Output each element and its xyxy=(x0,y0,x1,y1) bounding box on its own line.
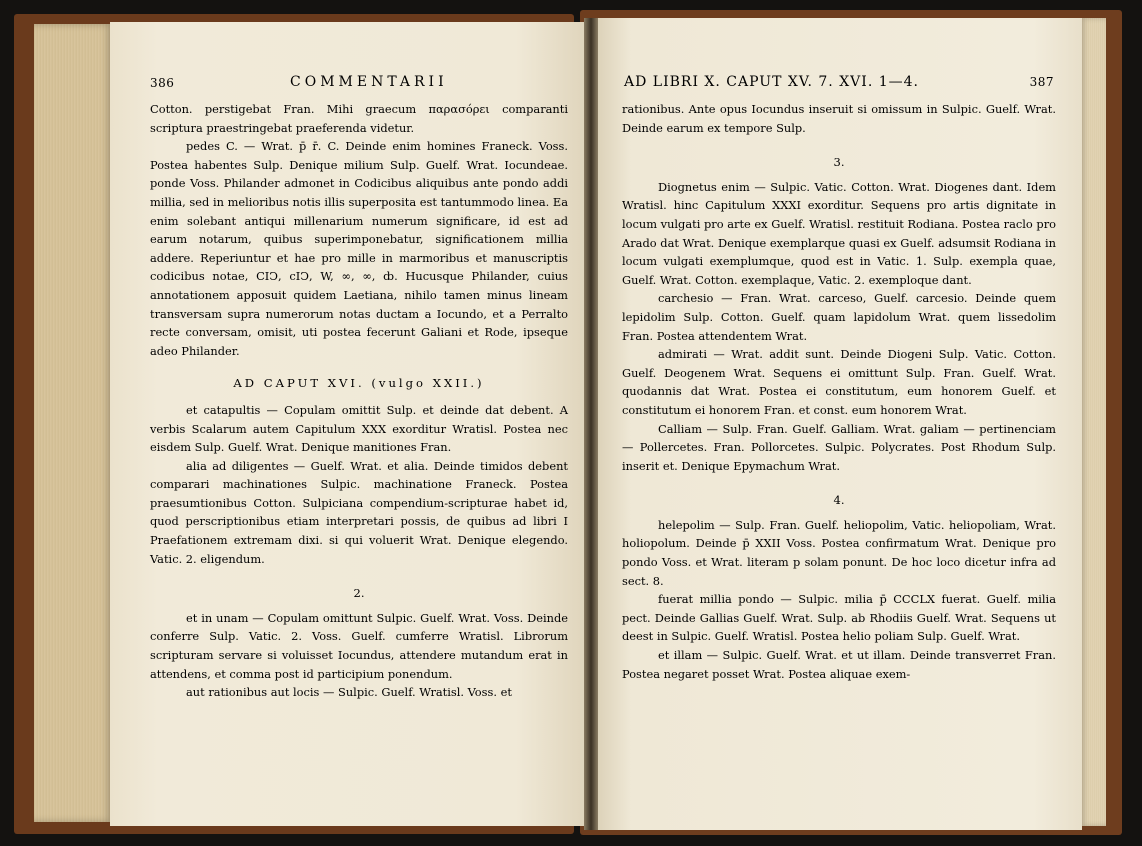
right-page-number: 387 xyxy=(1029,75,1054,89)
paragraph: et in unam — Copulam omittunt Sulpic. Guelf. Wrat. Voss. Deinde conferre Sulp. Vatic. 2. Voss. Guelf. cumferre Wratisl. Librorum scripturam servare si voluisset Iocundus, attendere mutandum erat in attendens, et comma post id participium ponendum. xyxy=(150,610,568,681)
left-running-title: COMMENTARII xyxy=(290,74,448,90)
paragraph: helepolim — Sulp. Fran. Guelf. heliopolim, Vatic. heliopoliam, Wrat. holiopolum. Deinde p̄ XXII Voss. Postea confirmatum Wrat. Denique pro pondo Voss. et Wrat. literam p solam ponunt. De hoc loco dicetur infra ad sect. 8. xyxy=(622,517,1056,588)
section-number: 4. xyxy=(833,493,845,508)
paragraph: et catapultis — Copulam omittit Sulp. et deinde dat debent. A verbis Scalarum autem Capitulum XXX exorditur Wratisl. Postea nec eisdem Sulp. Guelf. Wrat. Denique manitiones Fran. xyxy=(150,402,568,455)
paragraph: Calliam — Sulp. Fran. Guelf. Galliam. Wrat. galiam — pertinenciam — Pollercetes. Fran. Pollorcetes. Sulpic. Polycrates. Post Rhodum Sulp. inserit et. Denique Epymachum Wrat. xyxy=(622,421,1056,473)
chapter-heading: AD CAPUT XVI. (vulgo XXII.) xyxy=(233,376,485,391)
paragraph: pedes C. — Wrat. p̄ r̄. C. Deinde enim homines Franeck. Voss. Postea habentes Sulp. Denique milium Sulp. Guelf. Wrat. Iocundeae. ponde Voss. Philander admonet in Codicibus aliquibus ante pondo addi millia, sed in melioribus notis illis superposita est tantummodo linea. Ea enim solebant antiqui millenarium numerum significare, id est ad earum notarum, quibus superimponebatur, significationem millia addere. Reperiuntur et hae pro mille in marmoribus et manuscriptis codicibus notae, CIↃ, cIↃ, W, ∞, ∞, ȸ. Hucusque Philander, cuius annotationem apposuit quidem Laetiana, nihilo tamen minus lineam transversam supra numerorum notas ductam a Iocundo, et a Perralto recte conversam, omisit, uti postea fecerunt Galiani et Rode, ipseque adeo Philander. xyxy=(150,139,568,358)
right-text-column xyxy=(622,100,1056,683)
paragraph: carchesio — Fran. Wrat. carceso, Guelf. carcesio. Deinde quem lepidolim Sulp. Cotton. Guelf. quam lapidolum Wrat. quem lissedolim Fran. Postea attendentem Wrat. xyxy=(622,291,1056,343)
section-number: 3. xyxy=(833,155,845,170)
paragraph: fuerat millia pondo — Sulpic. milia p̄ CCCLX fuerat. Guelf. milia pect. Deinde Gallias Guelf. Wrat. Sulp. ab Rhodiis Guelf. Wrat. Sequens ut deest in Sulpic. Guelf. Wratisl. Postea helio poliam Sulp. Guelf. Wrat. xyxy=(622,592,1056,644)
paragraph: aut rationibus aut locis — Sulpic. Guelf. Wratisl. Voss. et xyxy=(186,685,512,700)
paragraph: Diognetus enim — Sulpic. Vatic. Cotton. Wrat. Diogenes dant. Idem Wratisl. hinc Capitulum XXXI exorditur. Sequens pro artis dignitate in locum vulgati pro arte ex Guelf. Wratisl. restituit Rodiana. Postea raclo pro Arado dat Wrat. Denique exemplarque quasi ex Guelf. adsumsit Rodiana in locum vulgati exemplumque, quod est in Vatic. 1. Sulp. exempla quae, Guelf. Wrat. Cotton. exemplaque, Vatic. 2. exemploque dant. xyxy=(622,179,1056,287)
left-page-number: 386 xyxy=(150,76,175,90)
paragraph: Cotton. perstigebat Fran. Mihi graecum παρασόρει comparanti scriptura praestringebat praeferenda videtur. xyxy=(150,102,568,135)
paragraph: alia ad diligentes — Guelf. Wrat. et alia. Deinde timidos debent comparari machinationes Sulpic. machinatione Franeck. Postea praesumtionibus Cotton. Sulpiciana compendium-scripturae habet id, quod perscriptionibus etiam interpretari possis, de quibus ad libri I Praefationem extremam dixi. si qui voluerit Wrat. Denique elegendo. Vatic. 2. eligendum. xyxy=(150,458,568,566)
paragraph: admirati — Wrat. addit sunt. Deinde Diogeni Sulp. Vatic. Cotton. Guelf. Deogenem Wrat. Sequens ei omittunt Sulp. Fran. Guelf. Wrat. quodannis dat Wrat. Postea ei constitutum, eum honorem Guelf. et constitutum ei honorem Fran. et const. eum honorem Wrat. xyxy=(622,347,1056,417)
right-page-edges xyxy=(1080,18,1106,826)
paragraph: rationibus. Ante opus Iocundus inseruit si omissum in Sulpic. Guelf. Wrat. Deinde earum ex tempore Sulp. xyxy=(622,102,1056,135)
right-running-title: AD LIBRI X. CAPUT XV. 7. XVI. 1—4. xyxy=(624,74,919,90)
book-gutter xyxy=(584,18,598,830)
left-text-column xyxy=(150,100,568,702)
left-page-edges xyxy=(34,24,114,822)
section-number: 2. xyxy=(353,586,365,601)
paragraph: et illam — Sulpic. Guelf. Wrat. et ut illam. Deinde transverret Fran. Postea negaret posset Wrat. Postea aliquae exem- xyxy=(622,648,1056,681)
